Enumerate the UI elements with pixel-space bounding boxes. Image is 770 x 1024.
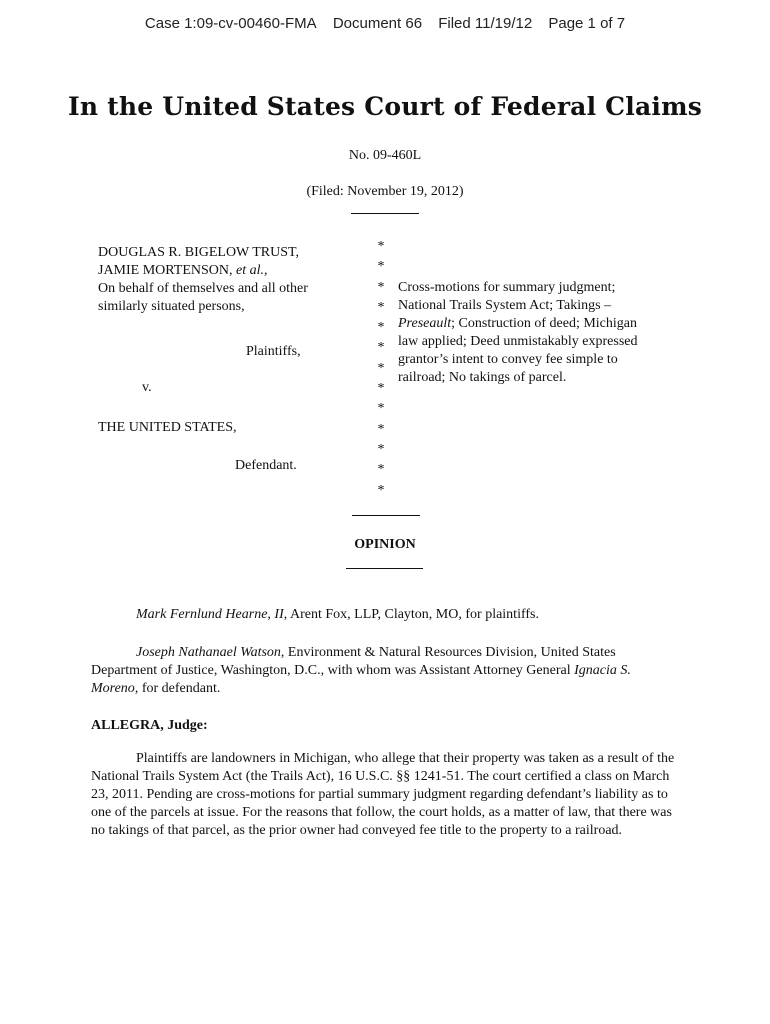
ecf-header	[0, 15, 770, 32]
asterisk: *	[377, 299, 385, 315]
case-number-header: Case 1:09-cv-00460-FMA	[144, 15, 317, 32]
defendant-label: Defendant.	[235, 458, 297, 473]
plaintiffs-label: Plaintiffs,	[246, 344, 301, 359]
opinion-heading: OPINION	[354, 537, 416, 552]
plaintiff-line: DOUGLAS R. BIGELOW TRUST,	[98, 245, 300, 260]
asterisk: *	[377, 279, 385, 295]
plaintiff-caption	[98, 244, 358, 316]
defendant-name: THE UNITED STATES,	[98, 420, 237, 435]
asterisk: *	[377, 259, 385, 275]
asterisk: *	[377, 340, 385, 356]
divider	[351, 213, 419, 214]
asterisk: *	[377, 401, 385, 417]
asterisk: *	[377, 441, 385, 457]
case-number: No. 09-460L	[348, 148, 422, 163]
plaintiff-line: On behalf of themselves and all other	[98, 281, 308, 296]
caption-asterisk-column	[374, 237, 388, 501]
syllabus-line: Cross-motions for summary judgment;	[398, 280, 616, 295]
asterisk: *	[377, 381, 385, 397]
divider	[352, 515, 420, 516]
syllabus-line: law applied; Deed unmistakably expressed	[398, 334, 638, 349]
syllabus-line: Preseault; Construction of deed; Michigan	[398, 316, 637, 331]
plaintiff-counsel: Mark Fernlund Hearne, II, Arent Fox, LLP, Clayton, MO, for plaintiffs.	[136, 607, 539, 622]
syllabus-line: National Trails System Act; Takings –	[398, 298, 612, 313]
syllabus-headnote	[398, 279, 688, 387]
asterisk: *	[377, 482, 385, 498]
plaintiff-line: JAMIE MORTENSON, et al.,	[98, 263, 268, 278]
divider	[346, 568, 423, 569]
syllabus-line: grantor’s intent to convey fee simple to	[398, 352, 618, 367]
defendant-counsel: Joseph Nathanael Watson, Environment & Natural Resources Division, United States Department of Justice, Washington, D.C., with whom was Assistant Attorney General Ignacia S. Moreno, for defendant.	[91, 645, 631, 696]
asterisk: *	[377, 239, 385, 254]
syllabus-line: railroad; No takings of parcel.	[398, 370, 567, 385]
asterisk: *	[377, 320, 385, 336]
page-number-header: Page 1 of 7	[548, 15, 626, 32]
filed-date-header: Filed 11/19/12	[438, 15, 533, 32]
document-number-header: Document 66	[332, 15, 423, 32]
asterisk: *	[377, 360, 385, 376]
filed-date: (Filed: November 19, 2012)	[306, 184, 464, 199]
asterisk: *	[377, 421, 385, 437]
judge-name: ALLEGRA, Judge:	[91, 718, 208, 733]
plaintiff-line: similarly situated persons,	[98, 299, 245, 314]
versus-label: v.	[142, 380, 152, 395]
court-title: In the United States Court of Federal Claims	[67, 92, 703, 121]
asterisk: *	[377, 462, 385, 478]
opinion-paragraph: Plaintiffs are landowners in Michigan, who allege that their property was taken as a result of the National Trails System Act (the Trails Act), 16 U.S.C. §§ 1241-51. The court certified a class on March 23, 2011. Pending are cross-motions for partial summary judgment regarding defendant’s liability as to one of the parcels at issue. For the reasons that follow, the court holds, as a matter of law, that there was no takings of that parcel, as the prior owner had conveyed fee title to the property to a railroad.	[91, 751, 675, 838]
